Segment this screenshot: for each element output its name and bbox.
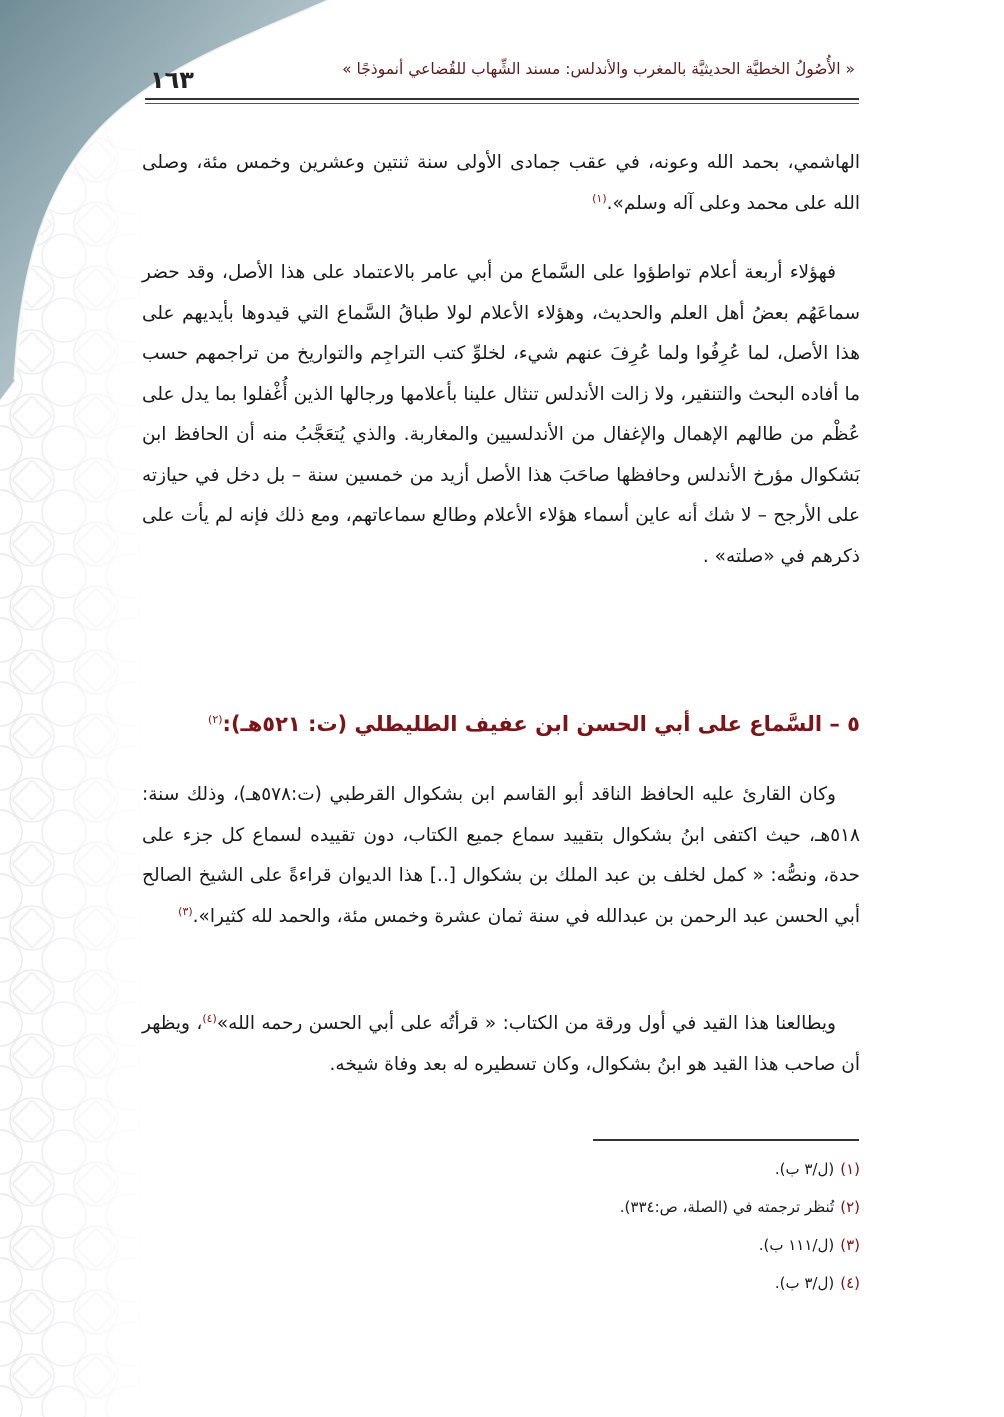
paragraph-4 [142, 1004, 860, 1085]
footnote-item [142, 1188, 860, 1226]
footnote-item [142, 1150, 860, 1188]
paragraph-1-text: الهاشمي، بحمد الله وعونه، في عقب جمادى الأولى سنة ثنتين وعشرين وخمس مئة، وصلى الله على محمد وعلى آله وسلم». [142, 152, 860, 214]
footnote-item [142, 1264, 860, 1302]
footnotes [142, 1150, 860, 1302]
footnote-text: تُنظر ترجمته في (الصلة، ص:٣٣٤). [619, 1198, 835, 1216]
paragraph-2: فهؤلاء أربعة أعلام تواطؤوا على السَّماع من أبي عامر بالاعتماد على هذا الأصل، وقد حضر سماعَهُم بعضُ أهل العلم والحديث، وهؤلاء الأعلام لولا طباقُ السَّماع التي قيدوها بأيديهم على هذا الأصل، لما عُرِفُوا ولما عُرِفَ عنهم شيء، لخلوِّ كتب التراجِم والتواريخ من تراجمهم حسب ما أفاده البحث والتنقير، ولا زالت الأندلس تنثال علينا بأعلامها ورجالها الذين أُغْفلوا بما يدل على عُظْم من طالهم الإهمال والإغفال من الأندلسيين والمغاربة. والذي يُتعَجَّبُ منه أن الحافظ ابن بَشكوال مؤرخ الأندلس وحافظها صاحَبَ هذا الأصل أزيد من خمسين سنة – بل دخل في حيازته على الأرجح – لا شك أنه عاين أسماء هؤلاء الأعلام وطالع سماعاتهم، ومع ذلك فإنه لم يأت على ذكرهم في «صلته» . [142, 262, 860, 567]
footnote-item [142, 1226, 860, 1264]
footnote-ref-2: (٢) [208, 713, 223, 726]
footnote-ref-1: (١) [592, 191, 607, 205]
paragraph-3-text: وكان القارئ عليه الحافظ الناقد أبو القاسم ابن بشكوال القرطبي (ت:٥٧٨هـ)، وذلك سنة: ٥١٨هـ، حيث اكتفى ابنُ بشكوال بتقييد سماع جميع الكتاب، دون تقييده لسماع كل جزء على حدة، ونصُّه: « كمل لخلف بن عبد الملك بن بشكوال [..] هذا الديوان قراءةً على الشيخ الصالح أبي الحسن عبد الرحمن بن عبدالله في سنة ثمان عشرة وخمس مئة، والحمد لله كثيرا». [142, 784, 860, 927]
paragraph-1 [142, 143, 860, 224]
footnote-number: (٣) [840, 1236, 860, 1254]
footnote-number: (٤) [840, 1274, 860, 1292]
paragraph-3 [142, 775, 860, 937]
paragraph-4-text-a: ويطالعنا هذا القيد في أول ورقة من الكتاب: « قرأتُه على أبي الحسن رحمه الله» [216, 1013, 836, 1034]
footnote-text: (ل/٣ ب). [774, 1274, 835, 1292]
footnote-text: (ل/١١١ ب). [758, 1236, 835, 1254]
running-header: « الأُصُولُ الخطيَّة الحديثيَّة بالمغرب والأندلس: مسند الشِّهاب للقُضاعي أنموذجًا » [342, 60, 855, 78]
header-rule [145, 98, 859, 100]
footnote-number: (٢) [840, 1198, 860, 1216]
header-rule-thin [145, 103, 859, 104]
footnote-ref-4: (٤) [202, 1011, 217, 1025]
page-number: ١٦٣ [150, 66, 194, 94]
footnote-ref-3: (٣) [178, 904, 193, 918]
footnote-text: (ل/٣ ب). [774, 1160, 835, 1178]
paragraph-4-text-b: ، ويظهر أن صاحب هذا القيد هو ابنُ بشكوال، وكان تسطيره له بعد وفاة شيخه. [142, 1013, 860, 1075]
footnote-number: (١) [840, 1160, 860, 1178]
section-heading [142, 712, 860, 736]
section-heading-text: ٥ – السَّماع على أبي الحسن ابن عفيف الطليطلي (ت: ٥٢١هـ): [222, 712, 860, 736]
footnote-separator [593, 1139, 859, 1141]
